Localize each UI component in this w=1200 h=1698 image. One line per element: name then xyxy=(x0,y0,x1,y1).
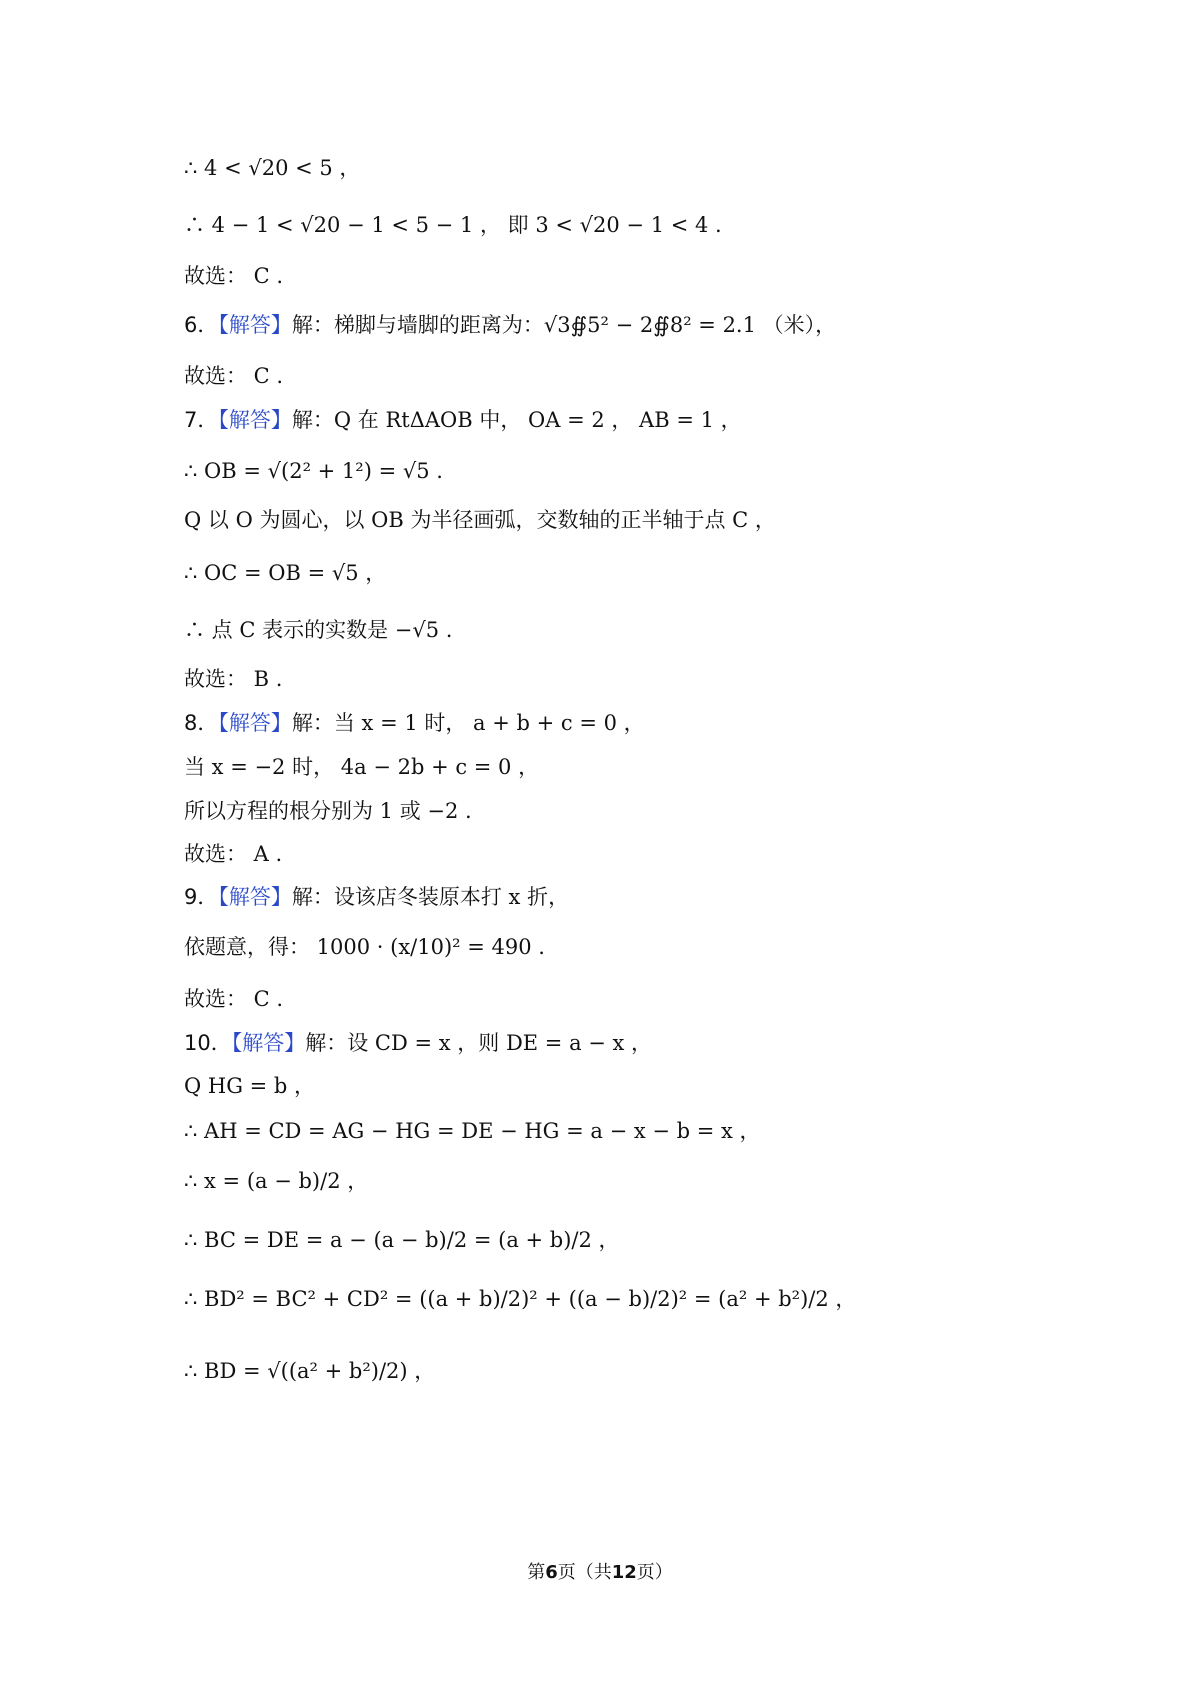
solution-line: ∴ AH = CD = AG − HG = DE − HG = a − x − b = x ， xyxy=(184,1119,761,1143)
question-number: 6． xyxy=(184,313,219,337)
solution-line: ∴ x = (a − b)/2 ， xyxy=(184,1169,369,1193)
solution-heading xyxy=(184,708,645,738)
solution-line: ∴ BD = √((a² + b²)/2) ， xyxy=(184,1359,436,1383)
footer-total-pages: 12 xyxy=(611,1562,637,1583)
solution-line: 故选： A . xyxy=(184,842,283,866)
footer-page-number: 6 xyxy=(545,1562,558,1583)
solution-text: 解：当 x = 1 时， a + b + c = 0 ， xyxy=(291,711,645,735)
solution-line: ∴ OB = √(2² + 1²) = √5 . xyxy=(184,459,443,483)
answer-tag: 【解答】 xyxy=(218,885,292,909)
solution-line: 故选： C . xyxy=(184,264,284,288)
solution-line: Q HG = b ， xyxy=(184,1074,316,1098)
solution-heading xyxy=(184,405,742,435)
question-number: 9． xyxy=(184,885,219,909)
solution-line: 所以方程的根分别为 1 或 −2 . xyxy=(184,799,472,823)
solution-line: ∴ 4 < √20 < 5 ， xyxy=(184,156,361,180)
footer-suffix: 页） xyxy=(636,1562,673,1583)
page-footer xyxy=(0,1558,1200,1584)
solution-line: 当 x = −2 时， 4a − 2b + c = 0 ， xyxy=(184,755,540,779)
solution-text: 解：设 CD = x ，则 DE = a − x ， xyxy=(305,1031,653,1055)
solution-heading xyxy=(184,1028,652,1058)
solution-line: ∴ OC = OB = √5 ， xyxy=(184,561,387,585)
footer-prefix: 第 xyxy=(527,1562,546,1583)
solution-text: 解：Q 在 RtΔAOB 中， OA = 2 ， AB = 1 ， xyxy=(291,408,742,432)
question-number: 8． xyxy=(184,711,219,735)
footer-middle: 页（共 xyxy=(557,1562,612,1583)
solution-line: Q 以 O 为圆心，以 OB 为半径画弧，交数轴的正半轴于点 C ， xyxy=(184,508,776,532)
solution-heading xyxy=(184,882,569,912)
solution-line: 故选： C . xyxy=(184,364,284,388)
solution-line: 故选： C . xyxy=(184,987,284,1011)
answer-tag: 【解答】 xyxy=(218,711,292,735)
solution-line: ∴ BC = DE = a − (a − b)/2 = (a + b)/2 ， xyxy=(184,1228,620,1252)
solution-line: 故选： B . xyxy=(184,667,283,691)
solution-line: ∴ 4 − 1 < √20 − 1 < 5 − 1 ， 即 3 < √20 − 1 < 4 . xyxy=(184,213,722,237)
solution-line: 依题意，得： 1000 · (x/10)² = 490 . xyxy=(184,935,545,959)
answer-tag: 【解答】 xyxy=(231,1031,306,1055)
solution-line: ∴ 点 C 表示的实数是 −√5 . xyxy=(184,618,453,642)
answer-tag: 【解答】 xyxy=(218,313,292,337)
solution-line: ∴ BD² = BC² + CD² = ((a + b)/2)² + ((a − b)/2)² = (a² + b²)/2 ， xyxy=(184,1287,857,1311)
solution-text: 解：梯脚与墙脚的距离为：√3∯5² − 2∯8² = 2.1 （米）， xyxy=(291,313,837,337)
answer-tag: 【解答】 xyxy=(218,408,292,432)
solution-heading xyxy=(184,310,836,340)
solution-text: 解：设该店冬装原本打 x 折， xyxy=(291,885,570,909)
question-number: 10． xyxy=(184,1031,232,1055)
question-number: 7． xyxy=(184,408,219,432)
